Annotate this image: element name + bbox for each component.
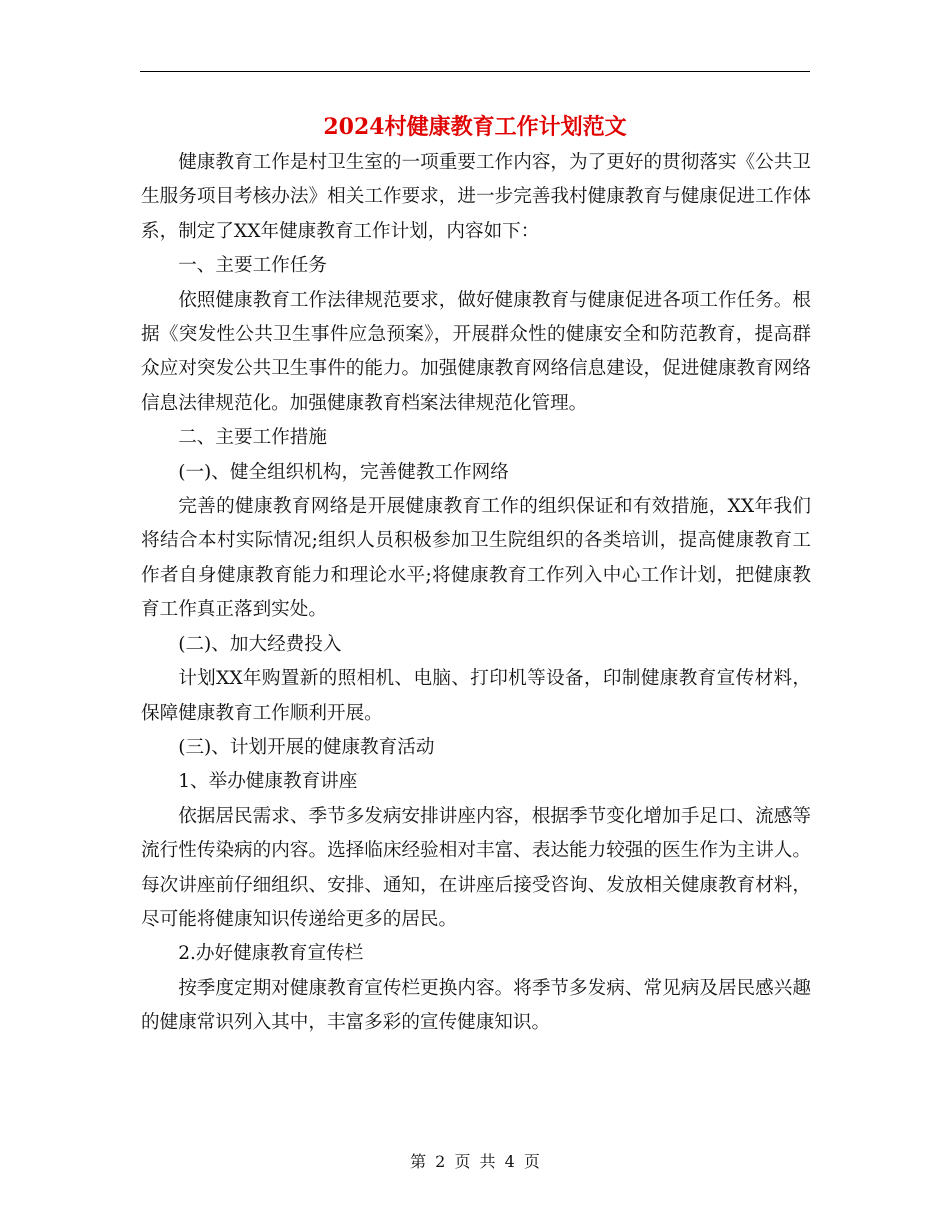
paragraph-intro: 健康教育工作是村卫生室的一项重要工作内容，为了更好的贯彻落实《公共卫生服务项目考核办法》相关工作要求，进一步完善我村健康教育与健康促进工作体系，制定了XX年健康教育工作计划，内容如下：: [141, 152, 811, 242]
subsection-heading-3: (三)、计划开展的健康教育活动: [178, 736, 435, 758]
page-footer: 第 2 页 共 4 页: [410, 1152, 540, 1171]
paragraph-item-1: 依据居民需求、季节多发病安排讲座内容，根据季节变化增加手足口、流感等流行性传染病的内容。选择临床经验相对丰富、表达能力较强的医生作为主讲人。每次讲座前仔细组织、安排、通知，在讲座后接受咨询、发放相关健康教育材料，尽可能将健康知识传递给更多的居民。: [141, 805, 811, 930]
item-heading-2: 2.办好健康教育宣传栏: [178, 943, 364, 965]
paragraph-subsection-1: 完善的健康教育网络是开展健康教育工作的组织保证和有效措施，XX年我们将结合本村实际情况;组织人员积极参加卫生院组织的各类培训，提高健康教育工作者自身健康教育能力和理论水平;将健康教育工作列入中心工作计划，把健康教育工作真正落到实处。: [141, 496, 811, 621]
header-rule: [140, 71, 810, 72]
document-title: 2024村健康教育工作计划范文: [323, 114, 627, 140]
item-heading-1: 1、举办健康教育讲座: [178, 771, 358, 793]
section-heading-1: 一、主要工作任务: [178, 255, 327, 277]
paragraph-subsection-2: 计划XX年购置新的照相机、电脑、打印机等设备，印制健康教育宣传材料，保障健康教育工作顺利开展。: [141, 668, 811, 724]
paragraph-section-1: 依照健康教育工作法律规范要求，做好健康教育与健康促进各项工作任务。根据《突发性公共卫生事件应急预案》，开展群众性的健康安全和防范教育，提高群众应对突发公共卫生事件的能力。加强健康教育网络信息建设，促进健康教育网络信息法律规范化。加强健康教育档案法律规范化管理。: [141, 289, 811, 414]
document-body: [141, 146, 811, 1041]
section-heading-2: 二、主要工作措施: [178, 427, 327, 449]
subsection-heading-1: (一)、健全组织机构，完善健教工作网络: [178, 461, 509, 483]
subsection-heading-2: (二)、加大经费投入: [178, 633, 342, 655]
paragraph-item-2: 按季度定期对健康教育宣传栏更换内容。将季节多发病、常见病及居民感兴趣的健康常识列入其中，丰富多彩的宣传健康知识。: [141, 977, 811, 1034]
